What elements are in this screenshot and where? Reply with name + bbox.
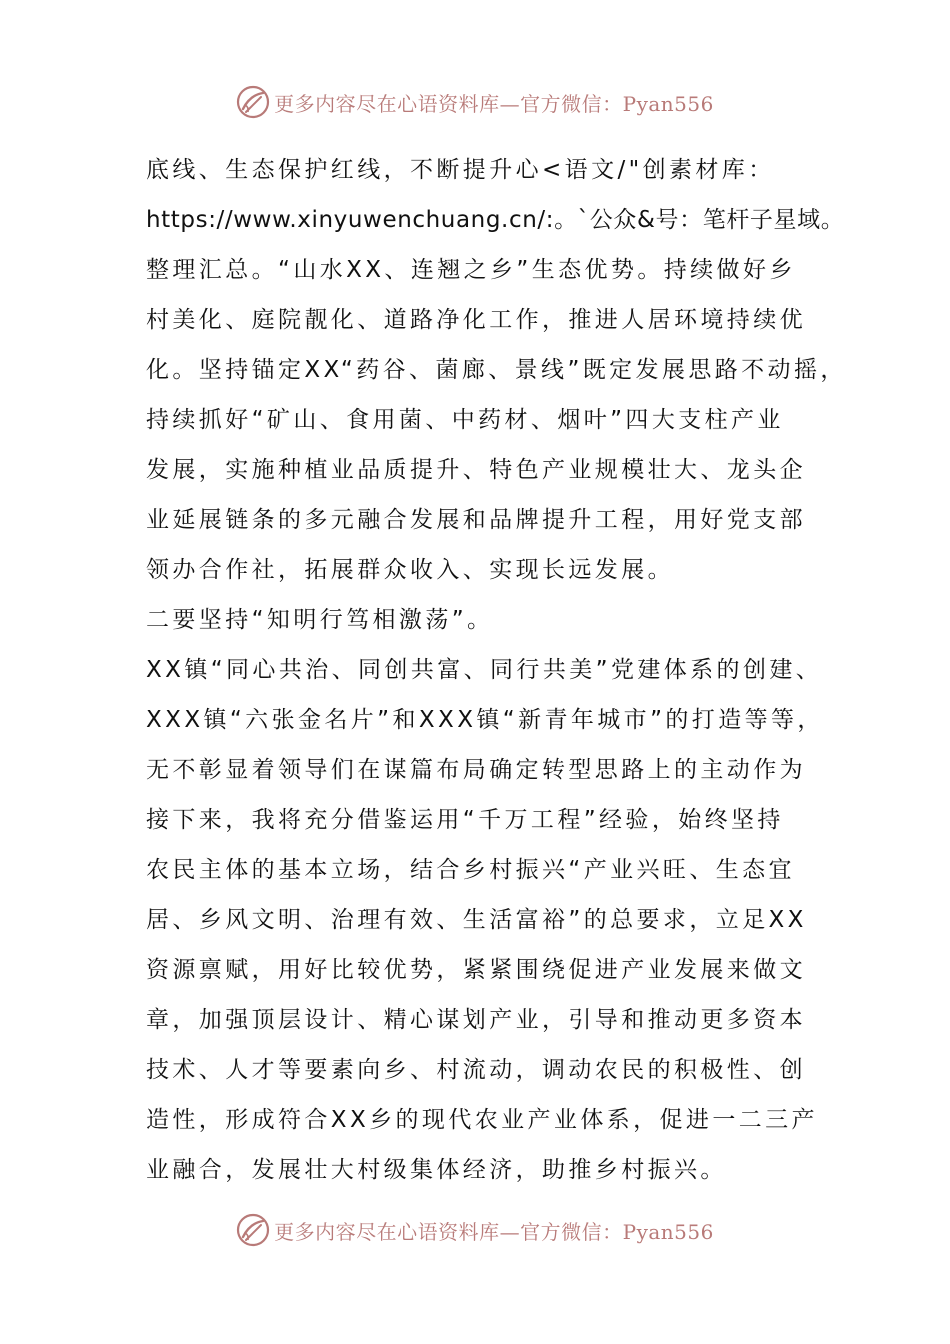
text-line: XX镇“同心共治、同创共富、同行共美”党建体系的创建、 bbox=[146, 657, 823, 683]
text-line: 接下来，我将充分借鉴运用“千万工程”经验，始终坚持 bbox=[146, 807, 784, 833]
header-watermark-banner bbox=[0, 80, 950, 124]
text-line: 造性，形成符合XX乡的现代农业产业体系，促进一二三产 bbox=[146, 1107, 818, 1133]
text-line: 持续抓好“矿山、食用菌、中药材、烟叶”四大支柱产业 bbox=[146, 407, 784, 433]
text-line: 发展，实施种植业品质提升、特色产业规模壮大、龙头企 bbox=[146, 457, 806, 483]
text-line: 业融合，发展壮大村级集体经济，助推乡村振兴。 bbox=[146, 1157, 727, 1183]
banner-text: 更多内容尽在心语资料库—官方微信：Pyan556 bbox=[274, 1219, 714, 1244]
document-body bbox=[146, 145, 847, 1195]
footer-watermark-banner bbox=[0, 1208, 950, 1252]
text-line: 领办合作社，拓展群众收入、实现长远发展。 bbox=[146, 557, 674, 583]
text-line: 村美化、庭院靓化、道路净化工作，推进人居环境持续优 bbox=[146, 307, 806, 333]
text-line: 居、乡风文明、治理有效、生活富裕”的总要求，立足XX bbox=[146, 907, 807, 933]
text-line: 业延展链条的多元融合发展和品牌提升工程，用好党支部 bbox=[146, 507, 806, 533]
text-line: 章，加强顶层设计、精心谋划产业，引导和推动更多资本 bbox=[146, 1007, 806, 1033]
text-line: 资源禀赋，用好比较优势，紧紧围绕促进产业发展来做文 bbox=[146, 957, 806, 983]
text-line: XXX镇“六张金名片”和XXX镇“新青年城市”的打造等等， bbox=[146, 707, 824, 733]
text-line: 无不彰显着领导们在谋篇布局确定转型思路上的主动作为 bbox=[146, 757, 806, 783]
text-line: 底线、生态保护红线，不断提升心<语文/"创素材库： bbox=[146, 157, 775, 183]
text-line: 整理汇总。“山水XX、连翘之乡”生态优势。持续做好乡 bbox=[146, 257, 796, 283]
text-line: 技术、人才等要素向乡、村流动，调动农民的积极性、创 bbox=[146, 1057, 806, 1083]
pen-logo-icon bbox=[236, 85, 270, 119]
pen-logo-icon bbox=[236, 1213, 270, 1247]
text-line: https://www.xinyuwenchuang.cn/:。`公众&号：笔杆子星域。 bbox=[146, 207, 845, 233]
banner-text: 更多内容尽在心语资料库—官方微信：Pyan556 bbox=[274, 91, 714, 116]
text-line: 二要坚持“知明行笃相激荡”。 bbox=[146, 607, 494, 633]
text-line: 农民主体的基本立场，结合乡村振兴“产业兴旺、生态宜 bbox=[146, 857, 795, 883]
text-line: 化。坚持锚定XX“药谷、菌廊、景线”既定发展思路不动摇， bbox=[146, 357, 847, 383]
